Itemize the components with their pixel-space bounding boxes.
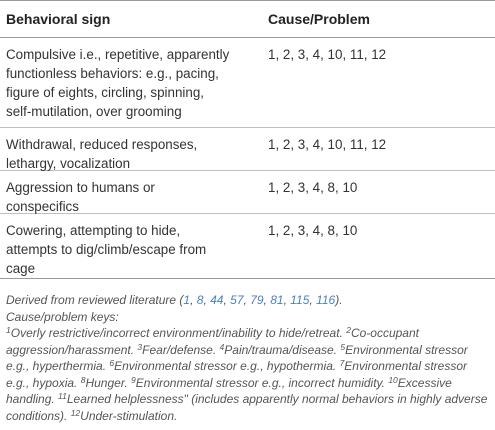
keys-title: Cause/problem keys: bbox=[6, 309, 119, 324]
key-text: Environmental stressor e.g., hypothermia. bbox=[114, 359, 340, 373]
sign-line: cage bbox=[6, 261, 36, 276]
citation-link[interactable]: 116 bbox=[316, 293, 336, 307]
citation-link[interactable]: 1 bbox=[183, 293, 191, 307]
table-row bbox=[0, 214, 495, 279]
derived-from-note: Derived from reviewed literature (1, 8, 44, 57, 79, 81, 115, 116). bbox=[6, 293, 343, 307]
cause-cell: 1, 2, 3, 4, 10, 11, 12 bbox=[268, 47, 387, 62]
key-number: 9 bbox=[131, 374, 136, 385]
behavioral-sign-cell bbox=[6, 221, 256, 278]
keys-list bbox=[6, 325, 490, 424]
key-number: 11 bbox=[58, 391, 67, 401]
key-number: 3 bbox=[137, 341, 143, 352]
key-text: Learned helplessness" (includes apparently normal behaviors in highly adverse conditions). bbox=[6, 392, 488, 423]
derived-suffix: ). bbox=[335, 293, 343, 307]
key-text: Excessive handling. bbox=[6, 375, 452, 406]
behavioral-sign-cell bbox=[6, 135, 256, 173]
sign-line: Aggression to humans or bbox=[6, 180, 155, 195]
sign-line: Cowering, attempting to hide, bbox=[6, 223, 181, 238]
key-text: Fear/defense. bbox=[142, 342, 220, 357]
sign-line: attempts to dig/climb/escape from bbox=[6, 242, 207, 257]
table-row bbox=[0, 38, 495, 128]
key-text: Hunger. bbox=[85, 375, 132, 390]
sign-line: figure of eights, circling, spinning, bbox=[6, 85, 204, 100]
sign-line: conspecifics bbox=[6, 199, 79, 214]
key-text: Environmental stressor e.g., hyperthermia. bbox=[6, 342, 468, 373]
sign-line: Withdrawal, reduced responses, bbox=[6, 137, 198, 152]
citation-link[interactable]: 79 bbox=[250, 293, 264, 307]
key-text: Co-occupant aggression/harassment. bbox=[6, 326, 419, 357]
sign-line: self-mutilation, over grooming bbox=[6, 104, 182, 119]
table-footnote bbox=[6, 292, 490, 424]
cause-cell: 1, 2, 3, 4, 8, 10 bbox=[268, 223, 358, 238]
cause-cell: 1, 2, 3, 4, 8, 10 bbox=[268, 180, 358, 195]
key-number: 4 bbox=[219, 341, 225, 352]
derived-prefix: Derived from reviewed literature ( bbox=[6, 293, 184, 307]
key-number: 1 bbox=[6, 325, 11, 335]
key-number: 6 bbox=[109, 358, 115, 368]
key-number: 12 bbox=[70, 407, 81, 418]
key-number: 10 bbox=[388, 374, 398, 385]
table-row bbox=[0, 171, 495, 214]
key-number: 5 bbox=[340, 341, 346, 352]
header-behavioral-sign: Behavioral sign bbox=[6, 11, 111, 27]
key-number: 2 bbox=[346, 325, 351, 335]
citation-link[interactable]: 81 bbox=[270, 293, 284, 307]
key-number: 7 bbox=[339, 358, 345, 368]
table-row bbox=[0, 128, 495, 171]
sign-line: Compulsive i.e., repetitive, apparently bbox=[6, 47, 230, 62]
sign-line: lethargy, vocalization bbox=[6, 156, 131, 171]
cause-cell: 1, 2, 3, 4, 10, 11, 12 bbox=[268, 137, 387, 152]
citation-link[interactable]: 8 bbox=[196, 293, 204, 307]
sign-line: functionless behaviors: e.g., pacing, bbox=[6, 66, 219, 81]
behavioral-sign-cell bbox=[6, 178, 256, 216]
key-text: Under-stimulation. bbox=[80, 408, 178, 423]
behavioral-sign-cell bbox=[6, 45, 256, 121]
key-number: 8 bbox=[80, 374, 86, 385]
key-text: Environmental stressor e.g., hypoxia. bbox=[6, 359, 468, 390]
citation-link[interactable]: 57 bbox=[230, 293, 244, 307]
header-cause-problem: Cause/Problem bbox=[268, 11, 370, 27]
key-text: Environmental stressor e.g., incorrect humidity. bbox=[135, 375, 389, 390]
key-text: Pain/trauma/disease. bbox=[224, 342, 341, 357]
citation-link[interactable]: 115 bbox=[290, 293, 310, 307]
table-header bbox=[0, 0, 495, 38]
citation-link[interactable]: 44 bbox=[210, 293, 224, 307]
key-text: Overly restrictive/incorrect environment/inability to hide/retreat. bbox=[10, 326, 347, 340]
